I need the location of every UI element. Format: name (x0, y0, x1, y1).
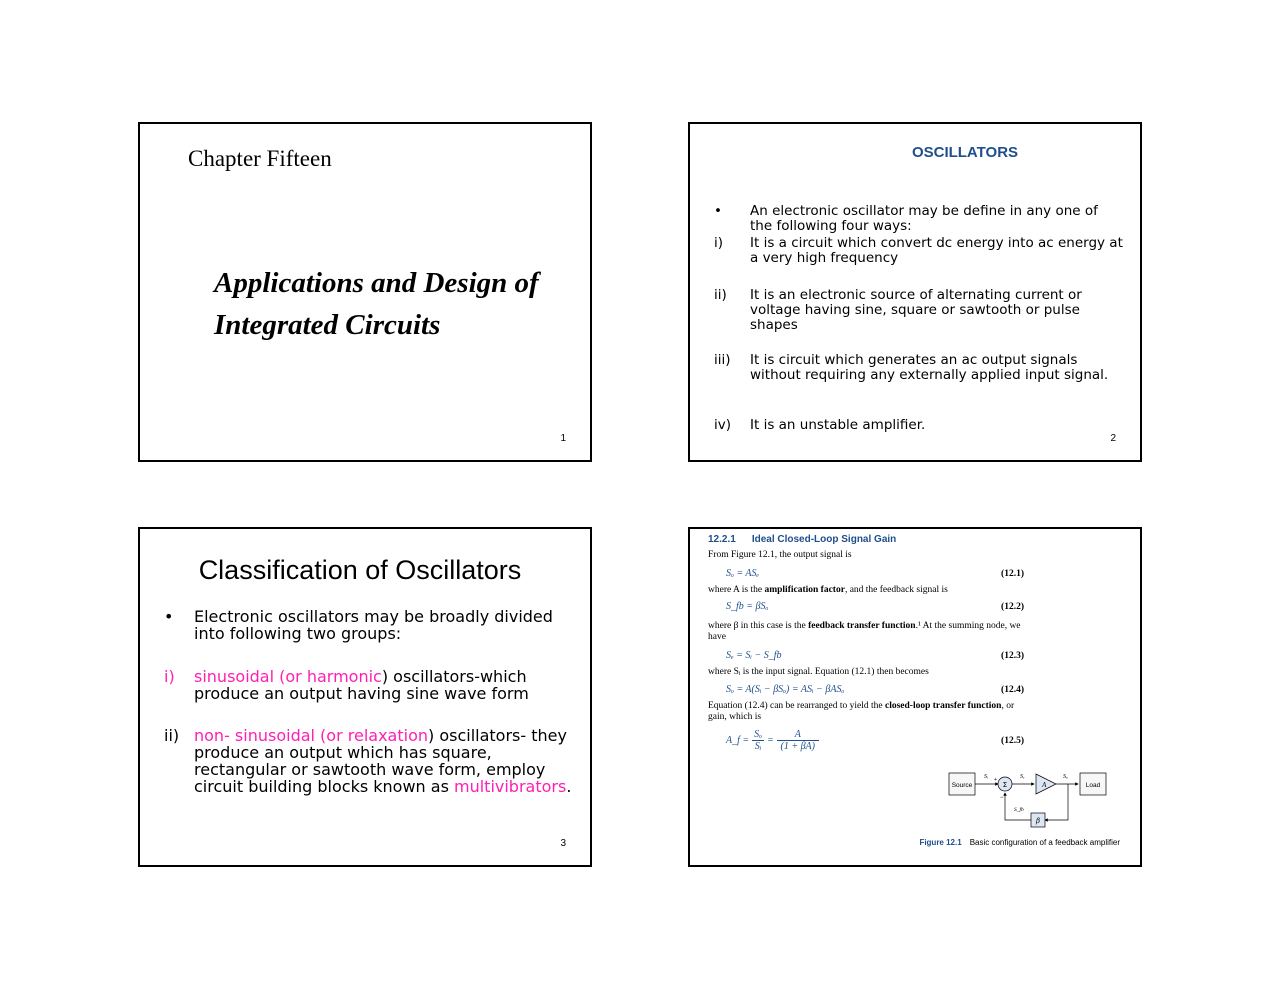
fraction-denominator: (1 + βA) (780, 741, 815, 752)
list-text-rest: ) oscillators- (428, 726, 527, 745)
list-item (714, 353, 1124, 383)
chapter-title (214, 262, 539, 346)
paragraph-text: where β in this case is the (708, 621, 809, 631)
list-marker: ii) (164, 726, 180, 745)
source-label: Source (951, 782, 973, 789)
equation-number: (12.3) (1001, 651, 1024, 661)
chapter-title-line-2: Integrated Circuits (214, 309, 441, 341)
list-item (714, 418, 1124, 433)
list-marker: ii) (714, 287, 727, 303)
list-marker: i) (714, 235, 724, 251)
feedback-path-a (1045, 784, 1068, 820)
fraction-numerator: Sₒ (754, 729, 762, 740)
equation-number: (12.5) (1001, 736, 1024, 746)
paragraph: From Figure 12.1, the output signal is (708, 550, 852, 560)
amplifier-label: A (1042, 781, 1047, 789)
list-item (714, 204, 1124, 234)
section-title: Ideal Closed-Loop Signal Gain (751, 534, 897, 545)
list-item (164, 608, 584, 642)
figure-label: Figure 12.1 (919, 838, 962, 847)
equation: Sₒ = A(Sᵢ − βSₒ) = ASᵢ − βASₒ (726, 684, 845, 695)
section-heading (708, 534, 896, 545)
sigma-label: Σ (1002, 781, 1008, 789)
list-text (194, 668, 584, 702)
highlight-text: multivibrators (454, 777, 567, 796)
figure-caption-text: Basic configuration of a feedback amplifier (969, 838, 1120, 847)
paragraph-bold: amplification factor (764, 585, 845, 595)
page-number: 1 (560, 433, 566, 444)
paragraph (708, 621, 1028, 643)
load-label: Load (1085, 782, 1101, 789)
page-number: 2 (1110, 433, 1116, 444)
feedback-signal-label: S_fb (1014, 807, 1024, 813)
paragraph-text: , or gain, which is (708, 701, 1015, 722)
page-number: 3 (560, 838, 566, 849)
list-text (194, 727, 584, 795)
list-text-rest: they produce an output which has square, rectangular or sawtooth wave form, employ circuit building blocks known as (194, 726, 567, 796)
equation-number: (12.4) (1001, 685, 1024, 695)
list-text: It is a circuit which convert dc energy into ac energy at a very high frequency (750, 235, 1123, 266)
list-text-rest: produce an output having sine wave form (194, 684, 529, 703)
plus-sign: + (994, 777, 997, 783)
equation-lhs: A_f = (726, 735, 750, 746)
highlight-text: sinusoidal (or harmonic (194, 667, 382, 686)
list-text: Electronic oscillators may be broadly divided into following two groups: (194, 607, 553, 643)
slide-heading: OSCILLATORS (911, 144, 1019, 161)
input-signal-label: Sᵢ (984, 774, 988, 780)
paragraph-text: Equation (12.4) can be rearranged to yield the (708, 701, 885, 711)
paragraph (708, 585, 1028, 596)
list-item (714, 236, 1124, 266)
list-item (164, 668, 584, 702)
list-text-end: . (566, 777, 572, 796)
paragraph-text: .¹ At the summing node, we have (708, 621, 1021, 642)
paragraph (708, 701, 1028, 723)
error-signal-label: Sₑ (1020, 774, 1025, 780)
equation: S_fb = βSₒ (726, 601, 769, 612)
list-text: It is circuit which generates an ac output signals without requiring any externally applied input signal. (750, 352, 1109, 383)
fraction-numerator: A (777, 729, 819, 741)
paragraph-bold: closed-loop transfer function (885, 701, 1002, 711)
slide-title: Classification of Oscillators (198, 555, 522, 585)
slide-2 (688, 122, 1142, 462)
output-signal-label: Sₒ (1063, 774, 1068, 780)
beta-label: β (1035, 817, 1041, 825)
equation-number: (12.1) (1001, 569, 1024, 579)
list-marker: iv) (714, 417, 732, 433)
paragraph-text: , and the feedback signal is (844, 585, 948, 595)
list-marker: i) (164, 667, 175, 686)
slide-4 (688, 527, 1142, 867)
section-number: 12.2.1 (708, 534, 736, 545)
slide-3 (138, 527, 592, 867)
chapter-title-line-1: Applications and Design of (214, 267, 539, 299)
fraction-denominator: Sᵢ (754, 741, 762, 752)
list-text: It is an electronic source of alternating current or voltage having sine, square or sawtooth or pulse shapes (750, 287, 1082, 333)
paragraph-bold: feedback transfer function (808, 621, 916, 631)
equals-sign: = (767, 735, 774, 746)
list-item (164, 727, 584, 795)
paragraph: where Sᵢ is the input signal. Equation (12.1) then becomes (708, 667, 929, 677)
bullet-marker: • (164, 607, 174, 626)
equation: Sₒ = ASₑ (726, 568, 760, 579)
list-text: It is an unstable amplifier. (750, 417, 926, 433)
slide-1 (138, 122, 592, 462)
list-text-rest: ) oscillators-which (381, 667, 527, 686)
equation-number: (12.2) (1001, 602, 1024, 612)
list-marker: iii) (714, 352, 731, 368)
list-item (714, 288, 1124, 333)
minus-sign: − (1000, 795, 1004, 801)
list-text: An electronic oscillator may be define in any one of the following four ways: (750, 203, 1098, 234)
fraction (752, 729, 764, 752)
feedback-amplifier-diagram (948, 767, 1110, 833)
list-marker: • (714, 203, 722, 219)
highlight-text: non- sinusoidal (or relaxation (194, 726, 428, 745)
equation-fraction (726, 729, 819, 752)
chapter-label: Chapter Fifteen (188, 146, 332, 171)
equation: Sₑ = Sᵢ − S_fb (726, 650, 782, 661)
fraction (777, 729, 819, 752)
figure-caption (919, 838, 1120, 847)
paragraph-text: where A is the (708, 585, 765, 595)
